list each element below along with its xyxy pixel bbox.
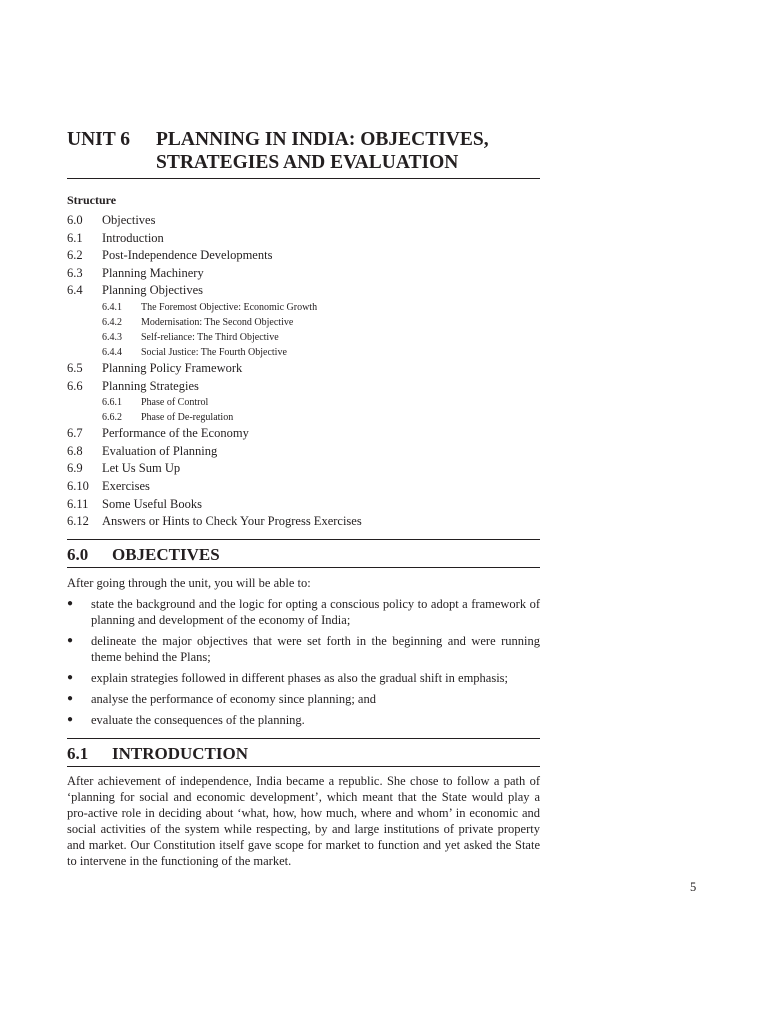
toc-subitem-6-4-1 — [67, 300, 540, 315]
unit-title-text — [156, 128, 540, 174]
toc-item-number: 6.2 — [67, 248, 83, 263]
toc-item-6-12 — [67, 513, 540, 531]
toc-subitem-label: Self-reliance: The Third Objective — [141, 331, 279, 343]
toc-item-6-11 — [67, 496, 540, 514]
toc-item-label: Some Useful Books — [102, 496, 202, 511]
toc-subitem-label: Phase of De-regulation — [141, 412, 234, 424]
toc-subitem-number: 6.6.1 — [102, 397, 122, 409]
toc-item-number: 6.10 — [67, 478, 89, 493]
toc-item-6-0 — [67, 212, 540, 230]
toc-item-number: 6.11 — [67, 496, 89, 511]
toc-item-label: Planning Machinery — [102, 265, 204, 280]
list-item — [67, 712, 540, 728]
toc-item-number: 6.1 — [67, 230, 83, 245]
objectives-heading — [67, 540, 540, 568]
unit-title-line-1: PLANNING IN INDIA: OBJECTIVES, — [156, 129, 489, 150]
toc-item-number: 6.12 — [67, 514, 89, 529]
toc-item-6-1 — [67, 230, 540, 248]
toc-item-6-5 — [67, 360, 540, 378]
bullet-icon: ● — [67, 671, 74, 683]
toc-item-number: 6.8 — [67, 443, 83, 458]
toc-item-label: Post-Independence Developments — [102, 248, 273, 263]
section-title: OBJECTIVES — [112, 544, 220, 564]
section-title: INTRODUCTION — [112, 743, 249, 763]
toc-item-6-8 — [67, 443, 540, 461]
toc-item-label: Evaluation of Planning — [102, 443, 218, 458]
toc-subitem-label: Social Justice: The Fourth Objective — [141, 346, 287, 358]
toc-item-6-7 — [67, 425, 540, 443]
toc-item-number: 6.6 — [67, 378, 83, 393]
toc-subitem-label: The Foremost Objective: Economic Growth — [141, 301, 318, 313]
table-of-contents — [67, 212, 540, 531]
objectives-list — [67, 596, 540, 728]
list-item — [67, 596, 540, 628]
toc-item-label: Objectives — [102, 213, 156, 227]
toc-item-label: Performance of the Economy — [102, 426, 249, 441]
toc-item-6-3 — [67, 265, 540, 283]
page-content — [67, 128, 540, 869]
toc-item-number: 6.7 — [67, 426, 83, 441]
toc-subitem-number: 6.4.4 — [102, 346, 122, 358]
toc-item-label: Let Us Sum Up — [102, 461, 181, 476]
toc-subitem-number: 6.4.2 — [102, 316, 122, 328]
toc-subitem-6-4-4 — [67, 345, 540, 360]
list-item — [67, 633, 540, 665]
toc-item-label: Planning Objectives — [102, 283, 204, 298]
bullet-icon: ● — [67, 597, 74, 609]
unit-number: UNIT 6 — [67, 129, 131, 150]
toc-subitem-6-4-3 — [67, 330, 540, 345]
toc-item-number: 6.5 — [67, 360, 83, 375]
toc-subitem-label: Modernisation: The Second Objective — [141, 316, 294, 328]
toc-item-6-6 — [67, 378, 540, 396]
toc-item-number: 6.9 — [67, 461, 83, 476]
list-item-text: analyse the performance of economy since planning; and — [91, 691, 376, 706]
objectives-intro: After going through the unit, you will be able to: — [67, 575, 311, 590]
unit-title — [67, 128, 540, 179]
toc-item-6-10 — [67, 478, 540, 496]
structure-heading: Structure — [67, 193, 117, 207]
section-number: 6.1 — [67, 743, 89, 763]
bullet-icon: ● — [67, 713, 74, 725]
page-number: 5 — [690, 880, 697, 894]
toc-item-6-2 — [67, 247, 540, 265]
toc-subitem-6-6-2 — [67, 410, 540, 425]
toc-subitem-number: 6.6.2 — [102, 412, 122, 424]
toc-subitem-6-6-1 — [67, 395, 540, 410]
unit-title-line-2: STRATEGIES AND EVALUATION — [156, 152, 459, 173]
bullet-icon: ● — [67, 634, 74, 646]
toc-item-label: Answers or Hints to Check Your Progress Exercises — [102, 514, 362, 529]
toc-item-number: 6.3 — [67, 265, 83, 280]
toc-subitem-6-4-2 — [67, 315, 540, 330]
toc-item-number: 6.0 — [67, 213, 83, 227]
list-item-text: delineate the major objectives that were set forth in the beginning and were running theme behind the Plans; — [91, 633, 540, 664]
toc-subitem-label: Phase of Control — [141, 397, 209, 409]
introduction-paragraph: After achievement of independence, India became a republic. She chose to follow a path of ‘planning for social and economic development’, which meant that the State would play a pro-active role in deciding about ‘what, how, how much, where and whom’ in economic and social activities of the system while respecting, by and large institutions of private property and market. Our Constitution itself gave scope for market to function and yet asked the State to intervene in the functioning of the market. — [67, 773, 540, 868]
toc-subitem-number: 6.4.3 — [102, 331, 122, 343]
list-item-text: state the background and the logic for opting a conscious policy to adopt a framework of planning and development of the economy of India; — [91, 596, 540, 627]
toc-item-label: Planning Policy Framework — [102, 360, 243, 375]
toc-subitem-number: 6.4.1 — [102, 301, 122, 313]
list-item-text: explain strategies followed in different phases as also the gradual shift in emphasis; — [91, 670, 509, 685]
toc-item-6-9 — [67, 460, 540, 478]
toc-item-label: Introduction — [102, 230, 164, 245]
bullet-icon: ● — [67, 692, 74, 704]
list-item — [67, 691, 540, 707]
section-number: 6.0 — [67, 544, 89, 564]
toc-item-label: Exercises — [102, 478, 150, 493]
introduction-heading — [67, 739, 540, 767]
list-item-text: evaluate the consequences of the planning. — [91, 712, 305, 727]
list-item — [67, 670, 540, 686]
toc-item-label: Planning Strategies — [102, 378, 199, 393]
toc-item-number: 6.4 — [67, 283, 83, 298]
toc-item-6-4 — [67, 282, 540, 300]
